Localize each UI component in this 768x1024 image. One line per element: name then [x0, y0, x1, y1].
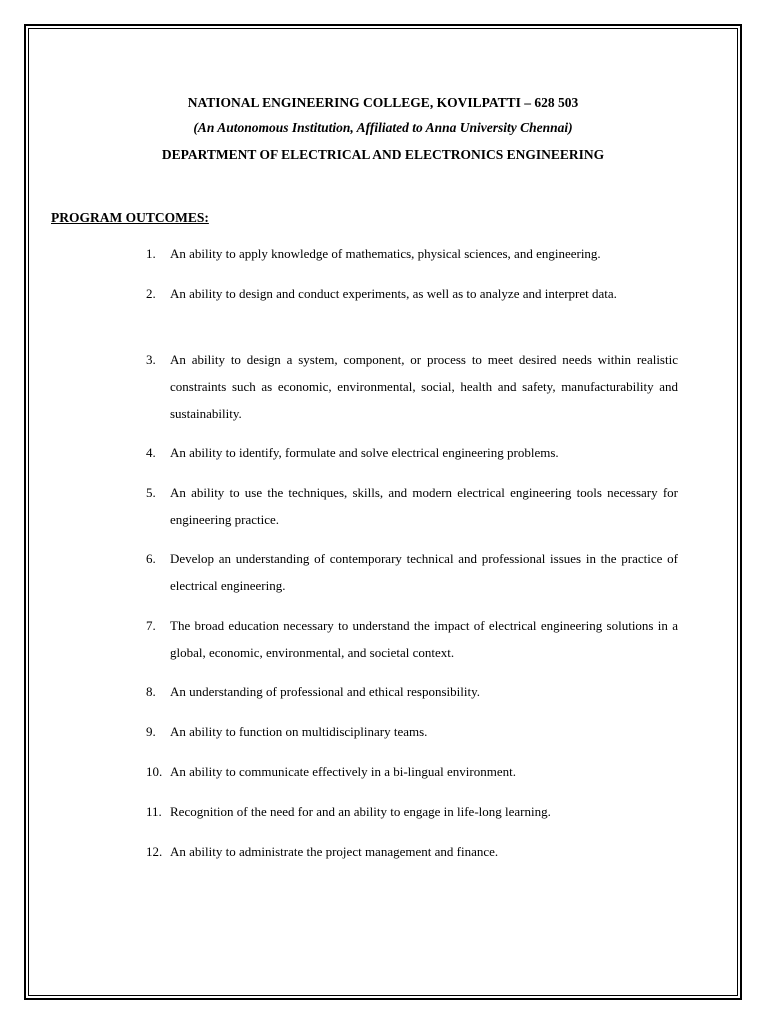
- outcome-number: 2.: [146, 286, 156, 301]
- outcome-item: [146, 718, 678, 745]
- outcome-item: [146, 479, 678, 533]
- outcome-number: 11.: [146, 804, 162, 819]
- outcome-item: [146, 678, 678, 705]
- outcome-text: An understanding of professional and ethical responsibility.: [170, 684, 481, 699]
- outcome-item: [146, 346, 678, 427]
- outcome-text: An ability to design and conduct experiments, as well as to analyze and interpret data.: [170, 286, 617, 301]
- outcome-text: An ability to apply knowledge of mathematics, physical sciences, and engineering.: [170, 246, 601, 261]
- outcome-text: An ability to design a system, component, or process to meet desired needs within realistic constraints such as economic, environmental, social, health and safety, manufacturability and sustainability.: [170, 352, 678, 421]
- outcome-number: 4.: [146, 445, 156, 460]
- outcome-text: Develop an understanding of contemporary technical and professional issues in the practice of electrical engineering.: [170, 551, 678, 593]
- college-name: NATIONAL ENGINEERING COLLEGE, KOVILPATTI – 628 503: [187, 95, 579, 110]
- outcome-text: The broad education necessary to understand the impact of electrical engineering solutions in a global, economic, environmental, and societal context.: [170, 618, 678, 660]
- department-name: DEPARTMENT OF ELECTRICAL AND ELECTRONICS ENGINEERING: [161, 147, 605, 162]
- outcome-text: Recognition of the need for and an ability to engage in life-long learning.: [170, 804, 551, 819]
- outcome-item: [146, 439, 678, 466]
- outcome-item: [146, 758, 678, 785]
- outcome-item: [146, 798, 678, 825]
- outcome-item: [146, 545, 678, 599]
- affiliation-line: (An Autonomous Institution, Affiliated to Anna University Chennai): [193, 120, 573, 135]
- outcome-number: 1.: [146, 246, 156, 261]
- outcome-number: 10.: [146, 764, 163, 779]
- section-title: PROGRAM OUTCOMES:: [51, 210, 209, 225]
- outcome-number: 8.: [146, 684, 156, 699]
- outcome-item: [146, 838, 678, 865]
- outcome-number: 3.: [146, 352, 156, 367]
- outcome-item: [146, 612, 678, 666]
- outcome-text: An ability to identify, formulate and solve electrical engineering problems.: [170, 445, 559, 460]
- outcome-item: [146, 240, 678, 267]
- outcome-number: 6.: [146, 551, 156, 566]
- outcome-number: 9.: [146, 724, 156, 739]
- outcome-item: [146, 280, 678, 307]
- outcome-text: An ability to use the techniques, skills, and modern electrical engineering tools necessary for engineering practice.: [170, 485, 678, 527]
- outcome-text: An ability to communicate effectively in a bi-lingual environment.: [170, 764, 516, 779]
- outcome-number: 7.: [146, 618, 156, 633]
- outcome-text: An ability to function on multidisciplinary teams.: [170, 724, 428, 739]
- outcome-number: 5.: [146, 485, 156, 500]
- outcome-number: 12.: [146, 844, 163, 859]
- outcome-text: An ability to administrate the project management and finance.: [170, 844, 499, 859]
